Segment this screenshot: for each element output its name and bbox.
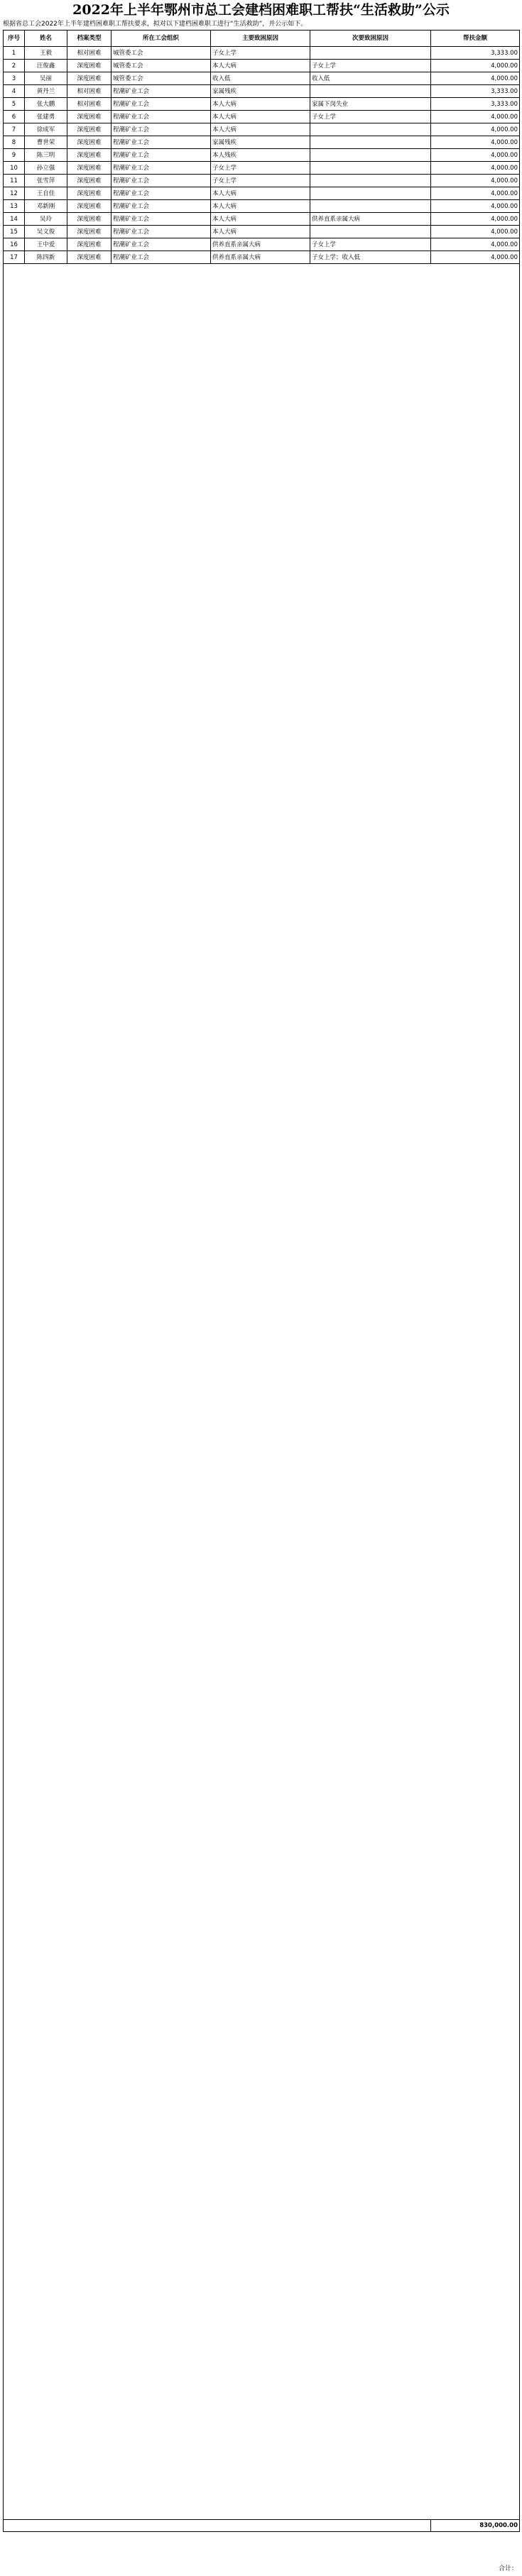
cell-main-reason: 本人大病 [211, 123, 310, 136]
cell-secondary-reason [310, 149, 431, 162]
col-header-main-reason: 主要致困原因 [211, 31, 310, 47]
cell-main-reason: 子女上学 [211, 175, 310, 187]
col-header-name: 姓名 [25, 31, 67, 47]
page-title: 2022年上半年鄂州市总工会建档困难职工帮扶“生活救助”公示 [72, 2, 450, 18]
cell-main-reason: 本人大病 [211, 200, 310, 213]
cell-union: 程潮矿业工会 [112, 111, 211, 123]
table-row [4, 111, 520, 123]
table-row [4, 213, 520, 226]
cell-union: 城管委工会 [112, 72, 211, 85]
cell-amount: 3,333.00 [431, 98, 520, 111]
cell-name: 王自佳 [25, 187, 67, 200]
cell-index: 15 [4, 226, 25, 238]
table-continuation [4, 264, 520, 2520]
cell-index: 14 [4, 213, 25, 226]
cell-index: 9 [4, 149, 25, 162]
cell-index: 3 [4, 72, 25, 85]
cell-type: 深度困难 [67, 238, 112, 251]
cell-type: 深度困难 [67, 213, 112, 226]
cell-main-reason: 子女上学 [211, 47, 310, 60]
cell-type: 深度困难 [67, 187, 112, 200]
cell-main-reason: 供养直系亲属大病 [211, 251, 310, 264]
table-row [4, 200, 520, 213]
table-row [4, 238, 520, 251]
cell-amount: 3,333.00 [431, 85, 520, 98]
cell-type: 深度困难 [67, 123, 112, 136]
cell-union: 程潮矿业工会 [112, 98, 211, 111]
table-row [4, 162, 520, 175]
cell-secondary-reason [310, 123, 431, 136]
table-row [4, 123, 520, 136]
intro-text: 根据省总工会2022年上半年建档困难职工帮扶要求，拟对以下建档困难职工进行“生活救助”，并公示如下。 [3, 21, 308, 28]
cell-amount: 4,000.00 [431, 238, 520, 251]
cell-amount: 4,000.00 [431, 72, 520, 85]
cell-amount: 4,000.00 [431, 226, 520, 238]
cell-name: 汪俊鑫 [25, 60, 67, 72]
cell-index: 10 [4, 162, 25, 175]
table-row [4, 149, 520, 162]
cell-secondary-reason [310, 187, 431, 200]
col-header-type: 档案类型 [67, 31, 112, 47]
cell-secondary-reason: 子女上学 [310, 111, 431, 123]
cell-type: 深度困难 [67, 175, 112, 187]
table-total-row [4, 2520, 520, 2532]
cell-name: 邓新刚 [25, 200, 67, 213]
cell-secondary-reason: 子女上学；收入低 [310, 251, 431, 264]
cell-type: 深度困难 [67, 149, 112, 162]
cell-union: 程潮矿业工会 [112, 149, 211, 162]
cell-secondary-reason: 子女上学 [310, 60, 431, 72]
cell-union: 程潮矿业工会 [112, 200, 211, 213]
table-row [4, 175, 520, 187]
col-header-union: 所在工会组织 [112, 31, 211, 47]
cell-type: 相对困难 [67, 98, 112, 111]
cell-main-reason: 本人大病 [211, 226, 310, 238]
footnote: 合计： [498, 2565, 518, 2572]
table-header-row [4, 31, 520, 47]
cell-amount: 4,000.00 [431, 136, 520, 149]
cell-secondary-reason: 供养直系亲属大病 [310, 213, 431, 226]
cell-name: 孙立强 [25, 162, 67, 175]
table-row [4, 251, 520, 264]
cell-union: 城管委工会 [112, 60, 211, 72]
cell-secondary-reason [310, 200, 431, 213]
table-row [4, 85, 520, 98]
cell-index: 6 [4, 111, 25, 123]
cell-index: 11 [4, 175, 25, 187]
table-row [4, 136, 520, 149]
cell-union: 程潮矿业工会 [112, 175, 211, 187]
cell-type: 深度困难 [67, 251, 112, 264]
cell-amount: 4,000.00 [431, 123, 520, 136]
cell-main-reason: 本人大病 [211, 60, 310, 72]
cell-type: 深度困难 [67, 111, 112, 123]
cell-type: 深度困难 [67, 60, 112, 72]
cell-name: 陈三明 [25, 149, 67, 162]
cell-main-reason: 本人大病 [211, 187, 310, 200]
cell-amount: 4,000.00 [431, 200, 520, 213]
total-label [4, 2520, 431, 2532]
cell-type: 深度困难 [67, 162, 112, 175]
cell-main-reason: 供养直系亲属大病 [211, 238, 310, 251]
cell-name: 曹世荣 [25, 136, 67, 149]
cell-name: 黄丹兰 [25, 85, 67, 98]
cell-amount: 4,000.00 [431, 213, 520, 226]
cell-index: 4 [4, 85, 25, 98]
cell-secondary-reason [310, 47, 431, 60]
cell-amount: 4,000.00 [431, 149, 520, 162]
cell-secondary-reason: 家属下岗失业 [310, 98, 431, 111]
cell-secondary-reason [310, 136, 431, 149]
cell-amount: 4,000.00 [431, 111, 520, 123]
cell-main-reason: 家属残疾 [211, 136, 310, 149]
cell-union: 程潮矿业工会 [112, 251, 211, 264]
cell-union: 程潮矿业工会 [112, 187, 211, 200]
cell-name: 王毅 [25, 47, 67, 60]
cell-amount: 4,000.00 [431, 162, 520, 175]
cell-secondary-reason [310, 226, 431, 238]
cell-name: 吴文俊 [25, 226, 67, 238]
cell-type: 深度困难 [67, 136, 112, 149]
cell-type: 相对困难 [67, 85, 112, 98]
cell-index: 13 [4, 200, 25, 213]
cell-union: 程潮矿业工会 [112, 85, 211, 98]
cell-union: 程潮矿业工会 [112, 136, 211, 149]
cell-amount: 4,000.00 [431, 60, 520, 72]
cell-index: 7 [4, 123, 25, 136]
cell-union: 程潮矿业工会 [112, 123, 211, 136]
cell-type: 深度困难 [67, 226, 112, 238]
cell-secondary-reason [310, 162, 431, 175]
cell-amount: 4,000.00 [431, 187, 520, 200]
cell-name: 吴玲 [25, 213, 67, 226]
cell-name: 陈四新 [25, 251, 67, 264]
table-row [4, 60, 520, 72]
table-row [4, 72, 520, 85]
table-row [4, 226, 520, 238]
table-body [4, 47, 520, 264]
cell-index: 5 [4, 98, 25, 111]
cell-main-reason: 本人大病 [211, 213, 310, 226]
cell-union: 城管委工会 [112, 47, 211, 60]
cell-secondary-reason: 子女上学 [310, 238, 431, 251]
cell-secondary-reason [310, 85, 431, 98]
cell-union: 程潮矿业工会 [112, 213, 211, 226]
cell-index: 1 [4, 47, 25, 60]
cell-secondary-reason [310, 175, 431, 187]
cell-main-reason: 收入低 [211, 72, 310, 85]
continuation-cell [4, 264, 520, 2520]
cell-index: 12 [4, 187, 25, 200]
cell-amount: 3,333.00 [431, 47, 520, 60]
aid-table [3, 30, 520, 2532]
cell-name: 王中爱 [25, 238, 67, 251]
table-row [4, 187, 520, 200]
cell-main-reason: 家属残疾 [211, 85, 310, 98]
cell-name: 张建勇 [25, 111, 67, 123]
cell-type: 深度困难 [67, 72, 112, 85]
cell-amount: 4,000.00 [431, 175, 520, 187]
cell-union: 程潮矿业工会 [112, 226, 211, 238]
cell-type: 相对困难 [67, 47, 112, 60]
cell-secondary-reason: 收入低 [310, 72, 431, 85]
cell-union: 程潮矿业工会 [112, 238, 211, 251]
cell-name: 徐成军 [25, 123, 67, 136]
cell-main-reason: 本人大病 [211, 98, 310, 111]
table-row [4, 47, 520, 60]
cell-index: 16 [4, 238, 25, 251]
cell-index: 8 [4, 136, 25, 149]
table-row [4, 98, 520, 111]
cell-name: 张大鹏 [25, 98, 67, 111]
cell-index: 2 [4, 60, 25, 72]
col-header-secondary-reason: 次要致困原因 [310, 31, 431, 47]
cell-name: 张雪萍 [25, 175, 67, 187]
cell-name: 吴丽 [25, 72, 67, 85]
cell-amount: 4,000.00 [431, 251, 520, 264]
cell-union: 程潮矿业工会 [112, 162, 211, 175]
cell-main-reason: 本人大病 [211, 111, 310, 123]
col-header-index: 序号 [4, 31, 25, 47]
col-header-amount: 帮扶金额 [431, 31, 520, 47]
cell-type: 深度困难 [67, 200, 112, 213]
cell-main-reason: 本人残疾 [211, 149, 310, 162]
cell-index: 17 [4, 251, 25, 264]
cell-main-reason: 子女上学 [211, 162, 310, 175]
total-amount: 830,000.00 [431, 2520, 520, 2532]
